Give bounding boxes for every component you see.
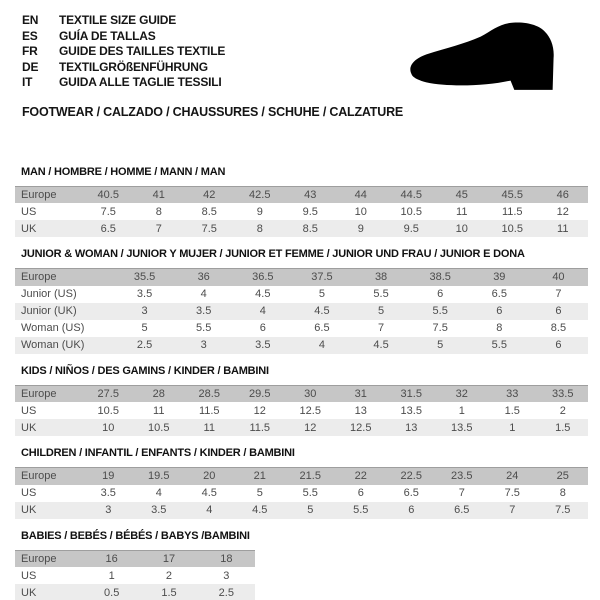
size-value-cell: 3.5 (136, 288, 153, 300)
category-title: FOOTWEAR / CALZADO / CHAUSSURES / SCHUHE / CALZATURE (22, 104, 404, 119)
size-value-cell: 28.5 (184, 385, 235, 402)
size-value-cell: 12 (253, 404, 266, 417)
size-value-cell: 7 (378, 322, 385, 334)
size-table-man (15, 186, 588, 238)
size-section-junior-woman (15, 248, 600, 354)
size-value-cell: 18 (198, 550, 255, 567)
size-value-cell: 22.5 (386, 468, 437, 485)
size-value-cell: 13 (386, 419, 437, 436)
size-section-man (15, 166, 600, 238)
language-code: IT (22, 75, 33, 89)
shoe-icon (394, 17, 586, 103)
size-value-cell: 7 (134, 220, 185, 237)
size-value-cell: 13.5 (437, 419, 488, 436)
size-value-cell: 22 (336, 468, 387, 485)
size-value-cell: 0.5 (83, 584, 140, 600)
language-label: GUIDA ALLE TAGLIE TESSILI (59, 75, 222, 89)
size-value-cell: 5.5 (411, 303, 470, 320)
size-value-cell: 41 (134, 186, 185, 203)
size-section-kids (15, 365, 600, 437)
table-row (15, 303, 588, 320)
size-value-cell: 5 (411, 337, 470, 354)
size-value-cell: 36.5 (233, 269, 292, 286)
language-code: EN (22, 13, 39, 27)
size-value-cell: 6 (386, 502, 437, 519)
size-value-cell: 3.5 (134, 502, 185, 519)
size-value-cell: 1.5 (504, 404, 520, 417)
size-value-cell: 4.5 (255, 288, 271, 300)
size-value-cell: 3 (223, 569, 230, 582)
size-value-cell: 8 (155, 205, 162, 218)
section-title-junior-woman: JUNIOR & WOMAN / JUNIOR Y MUJER / JUNIOR ET FEMME / JUNIOR UND FRAU / JUNIOR E DONA (21, 248, 525, 260)
row-label-cell: Junior (US) (21, 288, 77, 300)
size-value-cell: 40 (529, 269, 588, 286)
size-value-cell: 3.5 (174, 303, 233, 320)
size-value-cell: 35.5 (115, 269, 174, 286)
size-value-cell: 39 (470, 269, 529, 286)
size-value-cell: 45.5 (487, 186, 538, 203)
size-value-cell: 42 (184, 186, 235, 203)
size-value-cell: 13 (354, 404, 367, 417)
size-value-cell: 33.5 (538, 385, 589, 402)
size-value-cell: 5.5 (373, 288, 389, 300)
size-value-cell: 19 (83, 468, 134, 485)
language-label: TEXTILE SIZE GUIDE (59, 13, 177, 27)
size-value-cell: 3.5 (233, 337, 292, 354)
size-value-cell: 31 (336, 385, 387, 402)
size-value-cell: 1 (108, 569, 115, 582)
table-row (15, 269, 588, 286)
language-label: TEXTILGRÖßENFÜHRUNG (59, 59, 208, 74)
table-row (15, 468, 588, 485)
row-label-cell: Woman (UK) (15, 337, 115, 354)
row-label-cell: UK (15, 220, 83, 237)
size-value-cell: 12.5 (336, 419, 387, 436)
row-label-cell: US (21, 205, 37, 218)
size-value-cell: 1.5 (538, 419, 589, 436)
size-tables-container (0, 166, 600, 600)
size-value-cell: 42.5 (235, 186, 286, 203)
size-value-cell: 21.5 (285, 468, 336, 485)
table-row (15, 402, 588, 419)
size-value-cell: 4 (292, 337, 351, 354)
section-title-babies: BABIES / BEBÉS / BÉBÉS / BABYS /BAMBINI (21, 529, 250, 542)
size-value-cell: 5 (318, 288, 325, 300)
size-value-cell: 7 (487, 502, 538, 519)
size-value-cell: 2 (165, 569, 173, 582)
size-value-cell: 12.5 (299, 404, 321, 417)
size-section-babies (15, 530, 600, 600)
language-code: DE (22, 59, 39, 74)
row-label-cell: Europe (15, 468, 83, 485)
size-value-cell: 7.5 (504, 487, 520, 499)
size-value-cell: 23.5 (437, 468, 488, 485)
size-value-cell: 38 (352, 269, 411, 286)
size-table-junior-woman (15, 268, 588, 354)
size-value-cell: 4.5 (201, 487, 217, 499)
size-value-cell: 10.5 (400, 205, 422, 218)
size-value-cell: 9 (256, 205, 263, 218)
table-row (15, 485, 588, 502)
size-value-cell: 9 (336, 220, 387, 237)
size-value-cell: 28 (134, 385, 185, 402)
row-label-cell: UK (15, 502, 83, 519)
size-value-cell: 11 (456, 205, 468, 218)
table-row (15, 220, 588, 237)
size-value-cell: 21 (235, 468, 286, 485)
section-title-kids: KIDS / NIÑOS / DES GAMINS / KINDER / BAMBINI (21, 364, 269, 377)
size-value-cell: 3 (115, 303, 174, 320)
size-value-cell: 4.5 (352, 337, 411, 354)
row-label-cell: Europe (15, 385, 83, 402)
size-value-cell: 5.5 (336, 502, 387, 519)
size-value-cell: 7.5 (538, 502, 589, 519)
size-value-cell: 7.5 (184, 220, 235, 237)
size-value-cell: 30 (285, 385, 336, 402)
size-value-cell: 5.5 (302, 487, 318, 499)
row-label-cell: Woman (US) (21, 322, 85, 334)
size-value-cell: 2.5 (198, 584, 255, 600)
size-value-cell: 6.5 (403, 487, 419, 499)
size-value-cell: 11.5 (235, 419, 286, 436)
size-value-cell: 1 (458, 404, 465, 417)
size-value-cell: 24 (487, 468, 538, 485)
size-value-cell: 31.5 (386, 385, 437, 402)
page-header (0, 0, 600, 119)
row-label-cell: UK (15, 584, 83, 600)
size-value-cell: 3.5 (100, 487, 116, 499)
size-section-children (15, 447, 600, 519)
size-value-cell: 6 (437, 288, 444, 300)
size-value-cell: 8.5 (285, 220, 336, 237)
size-value-cell: 36 (174, 269, 233, 286)
size-value-cell: 33 (487, 385, 538, 402)
table-row (15, 550, 255, 567)
table-row (15, 419, 588, 436)
size-value-cell: 4.5 (235, 502, 286, 519)
size-value-cell: 4 (184, 502, 235, 519)
size-value-cell: 4 (155, 487, 162, 499)
size-value-cell: 2.5 (115, 337, 174, 354)
size-value-cell: 3 (83, 502, 134, 519)
size-value-cell: 11 (184, 419, 235, 436)
size-value-cell: 10 (83, 419, 134, 436)
size-value-cell: 4 (200, 288, 207, 300)
language-code: ES (22, 28, 38, 43)
size-value-cell: 43 (285, 186, 336, 203)
table-row (15, 584, 255, 600)
size-value-cell: 37.5 (292, 269, 351, 286)
size-value-cell: 9.5 (386, 220, 437, 237)
size-table-kids (15, 385, 588, 437)
size-value-cell: 6.5 (491, 288, 507, 300)
size-value-cell: 12 (556, 205, 569, 218)
size-value-cell: 11 (153, 404, 165, 417)
size-value-cell: 45 (437, 186, 488, 203)
size-value-cell: 10.5 (134, 419, 185, 436)
size-value-cell: 4.5 (292, 303, 351, 320)
size-value-cell: 6 (529, 337, 588, 354)
size-value-cell: 32 (437, 385, 488, 402)
size-value-cell: 8 (496, 322, 503, 334)
size-value-cell: 11 (538, 220, 589, 237)
table-row (15, 567, 255, 584)
size-value-cell: 5 (352, 303, 411, 320)
table-row (15, 385, 588, 402)
size-value-cell: 4 (233, 303, 292, 320)
row-label-cell: Europe (15, 186, 83, 203)
language-label: GUIDE DES TAILLES TEXTILE (59, 44, 226, 58)
size-value-cell: 38.5 (411, 269, 470, 286)
size-value-cell: 10.5 (97, 404, 119, 417)
size-value-cell: 1 (487, 419, 538, 436)
size-value-cell: 44.5 (386, 186, 437, 203)
language-code: FR (22, 44, 38, 58)
size-value-cell: 7.5 (100, 205, 116, 218)
size-value-cell: 25 (538, 468, 589, 485)
size-value-cell: 29.5 (235, 385, 286, 402)
size-value-cell: 5 (141, 322, 148, 334)
size-value-cell: 16 (83, 550, 140, 567)
size-value-cell: 10.5 (487, 220, 538, 237)
size-value-cell: 7 (555, 288, 562, 300)
size-value-cell: 11.5 (198, 404, 220, 417)
size-value-cell: 1.5 (140, 584, 197, 600)
size-value-cell: 20 (184, 468, 235, 485)
size-value-cell: 40.5 (83, 186, 134, 203)
size-table-children (15, 467, 588, 519)
size-value-cell: 6.5 (314, 322, 330, 334)
size-value-cell: 6.5 (437, 502, 488, 519)
size-value-cell: 7 (458, 487, 465, 499)
size-value-cell: 2 (559, 404, 566, 417)
size-value-cell: 3 (174, 337, 233, 354)
size-value-cell: 10 (354, 205, 367, 218)
size-value-cell: 10 (437, 220, 488, 237)
table-row (15, 337, 588, 354)
size-value-cell: 12 (285, 419, 336, 436)
size-value-cell: 19.5 (134, 468, 185, 485)
table-row (15, 320, 588, 337)
size-value-cell: 17 (140, 550, 197, 567)
row-label-cell: US (21, 404, 37, 417)
table-row (15, 502, 588, 519)
language-label: GUÍA DE TALLAS (59, 28, 156, 43)
size-value-cell: 8 (235, 220, 286, 237)
size-value-cell: 44 (336, 186, 387, 203)
size-table-babies (15, 550, 255, 600)
size-value-cell: 9.5 (302, 205, 318, 218)
size-value-cell: 5.5 (196, 322, 212, 334)
row-label-cell: US (21, 487, 37, 499)
row-label-cell: Europe (15, 269, 115, 286)
size-value-cell: 6 (357, 487, 364, 499)
row-label-cell: UK (15, 419, 83, 436)
size-value-cell: 27.5 (83, 385, 134, 402)
size-value-cell: 8.5 (550, 322, 567, 334)
size-value-cell: 8 (559, 487, 566, 499)
row-label-cell: Junior (UK) (15, 303, 115, 320)
size-value-cell: 6.5 (83, 220, 134, 237)
row-label-cell: Europe (15, 550, 83, 567)
size-value-cell: 11.5 (501, 205, 523, 218)
size-value-cell: 6 (259, 322, 266, 334)
table-row (15, 186, 588, 203)
size-value-cell: 5 (256, 487, 263, 499)
table-row (15, 203, 588, 220)
table-row (15, 286, 588, 303)
size-value-cell: 6 (529, 303, 588, 320)
size-value-cell: 8.5 (201, 205, 217, 218)
size-value-cell: 13.5 (400, 404, 422, 417)
section-title-children: CHILDREN / INFANTIL / ENFANTS / KINDER / BAMBINI (21, 447, 295, 459)
section-title-man: MAN / HOMBRE / HOMME / MANN / MAN (21, 165, 226, 178)
size-value-cell: 46 (538, 186, 589, 203)
row-label-cell: US (21, 569, 37, 582)
size-value-cell: 5 (285, 502, 336, 519)
size-value-cell: 6 (470, 303, 529, 320)
size-value-cell: 7.5 (432, 322, 448, 334)
size-value-cell: 5.5 (470, 337, 529, 354)
